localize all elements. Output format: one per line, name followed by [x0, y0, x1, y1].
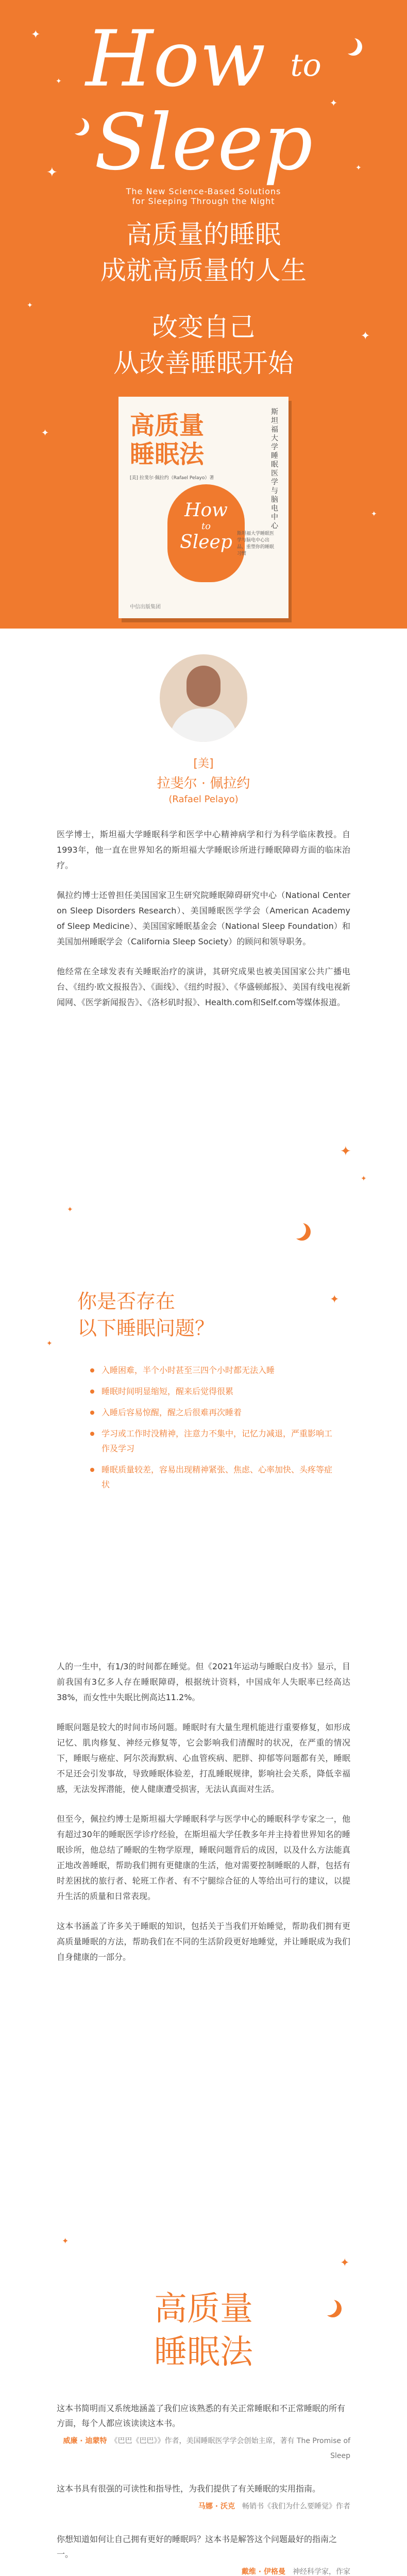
star-icon: ✦ — [355, 164, 362, 172]
reviews-section — [0, 2391, 407, 2576]
star-icon: ✦ — [361, 1175, 367, 1183]
author-name: [美] 拉斐尔 · 佩拉约 (Rafael Pelayo) — [157, 757, 250, 805]
hero-subtitle-en-2: for Sleeping Through the Night — [132, 196, 275, 207]
bullet-icon — [90, 1389, 94, 1394]
star-icon: ✦ — [330, 1293, 340, 1306]
hero-headline-1: 高质量的睡眠 — [126, 219, 281, 249]
problems-question: 你是否存在 以下睡眠问题？ — [77, 1290, 215, 1340]
author-bio: 医学博士，斯坦福大学睡眠科学和医学中心精神病学和行为科学临床教授。自1993年，他一直在世界知名的斯坦福大学睡眠诊所进行睡眠障碍方面的临床治疗。 佩拉约博士还曾担任美国国家卫生研究院睡眠障碍研究中心（National Center on Sleep Disorders Research）、美国睡眠医学学会（American Academy of Sleep Medicine）、美国国家睡眠基金会（National Sleep Foundation）和美国加州睡眠学会（California Sleep Society）的顾问和领导职务。 他经常在全球发表有关睡眠治疗的演讲，其研究成果也被美国国家公共广播电台、《纽约·欧文报报告》、《面线》、《纽约时报》、《华盛顿邮报》、美国有线电视新闻网、《医学新闻报告》、《洛杉矶时报》、Health.com和Self.com等媒体报道。 — [57, 829, 350, 1007]
author-avatar — [160, 654, 247, 742]
star-icon: ✦ — [41, 428, 49, 438]
book-side-title: 斯坦福大学睡眠医学与脑电中心 — [271, 408, 278, 530]
list-item: 睡眠质量较差，容易出现精神紧张、焦虑、心率加快、头疼等症状 — [90, 1462, 332, 1492]
review-item: 这本书具有很强的可读性和指导性，为我们提供了有关睡眠的实用指南。 马娜 · 沃克 畅销书《我们为什么要睡觉》作者 — [57, 2484, 350, 2511]
book-title: 高质量 睡眠法 — [130, 411, 205, 469]
star-icon: ✦ — [340, 2257, 350, 2269]
moon-icon — [289, 1221, 306, 1239]
star-icon: ✦ — [67, 1206, 73, 1214]
book-cover-emblem: How to Sleep — [167, 484, 245, 582]
reviews-list — [57, 2401, 350, 2576]
list-item: 睡眠时间明显缩短，醒来后觉得很累 — [90, 1384, 332, 1399]
star-icon: ✦ — [340, 1144, 351, 1159]
intro-section — [0, 1649, 407, 2391]
star-icon: ✦ — [27, 301, 33, 310]
hero-section — [0, 0, 407, 629]
book-cover — [118, 397, 289, 618]
list-item: 入睡后容易惊醒，醒之后很难再次睡着 — [90, 1405, 332, 1420]
book-blurb: 斯坦福大学睡眠医学与脑电中心出品，重塑你的睡眠习惯 — [237, 531, 275, 556]
hero-subtitle-en-1: The New Science-Based Solutions — [126, 187, 281, 197]
hero-headline-3: 改变自己 — [152, 312, 255, 342]
author-section — [0, 629, 407, 1278]
hero-headline-4: 从改善睡眠开始 — [113, 348, 294, 378]
problems-list — [90, 1363, 332, 1498]
problems-section — [0, 1278, 407, 1649]
review-item: 你想知道如何让自己拥有更好的睡眠吗？这本书是解答这个问题最好的指南之一。 戴维 · 伊格曼 神经科学家，作家 — [57, 2534, 350, 2576]
star-icon: ✦ — [46, 1340, 53, 1348]
bullet-icon — [90, 1368, 94, 1372]
book-publisher: 中信出版集团 — [130, 604, 161, 610]
hero-title-to: to — [290, 47, 321, 84]
reviews-heading: 高质量 睡眠法 — [154, 2290, 253, 2371]
star-icon: ✦ — [371, 510, 377, 518]
star-icon: ✦ — [46, 165, 58, 180]
book-author-line: [美] 拉斐尔·佩拉约（Rafael Pelayo）著 — [130, 476, 214, 481]
star-icon: ✦ — [361, 330, 370, 343]
star-icon: ✦ — [56, 77, 62, 86]
hero-title — [0, 14, 407, 207]
bullet-icon — [90, 1468, 94, 1472]
list-item: 入睡困难，半个小时甚至三四个小时都无法入睡 — [90, 1363, 332, 1378]
star-icon: ✦ — [62, 2236, 69, 2246]
bullet-icon — [90, 1432, 94, 1436]
star-icon: ✦ — [31, 28, 41, 41]
hero-title-sleep: Sleep — [94, 98, 313, 188]
list-item: 学习或工作时没精神，注意力不集中，记忆力减退，严重影响工作及学习 — [90, 1426, 332, 1456]
intro-text: 人的一生中，有1/3的时间都在睡觉。但《2021年运动与睡眠白皮书》显示，目前我国有3亿多人存在睡眠障碍，根据统计资料，中国成年人失眠率已经高达38%，而女性中失眠比例高达11.2%。 睡眠问题是较大的时间市场问题。睡眠时有大量生理机能进行重要修复，如形成记忆、肌肉修复、神经元修复等，它会影响我们清醒时的状况，在严重的情况下，睡眠与癌症、阿尔茨海默病、心血管疾病、肥胖、抑郁等问题都有关，睡眠不足还会引发事故，导致睡眠体验差，打乱睡眠规律，影响社会关系，降低幸福感，无法发挥潜能，使人健康遭受损害，无法认真面对生活。 但至今，佩拉约博士是斯坦福大学睡眠科学与医学中心的睡眠科学专家之一，他有超过30年的睡眠医学诊疗经验，在斯坦福大学任教多年并主持着世界知名的睡眠诊所，他总结了睡眠的生物学原理，睡眠问题背后的成因，以及什么方法能真正地改善睡眠，帮助我们拥有更健康的生活，他对需要控制睡眠的人群，包括有时差困扰的旅行者、轮班工作者、有不宁腿综合征的人等给出可行的建议，以提升生活的质量和日常表现。 这本书涵盖了许多关于睡眠的知识，包括关于当我们开始睡觉，帮助我们拥有更高质量睡眠的方法，帮助我们在不同的生活阶段更好地睡觉，并让睡眠成为我们自身健康的一部分。 — [57, 1662, 350, 1962]
bullet-icon — [90, 1411, 94, 1415]
hero-title-how: How — [86, 14, 266, 104]
star-icon: ✦ — [330, 98, 338, 109]
hero-headline-2: 成就高质量的人生 — [100, 256, 307, 285]
review-item: 这本书简明而又系统地涵盖了我们应该熟悉的有关正常睡眠和不正常睡眠的所有方面，每个人都应该读读这本书。 威廉 · 迪蒙特 《巴巴《巴巴》》作者，美国睡眠医学学会创始主席，著有 The Promise of Sleep — [57, 2403, 350, 2460]
hero-headline — [0, 216, 407, 381]
